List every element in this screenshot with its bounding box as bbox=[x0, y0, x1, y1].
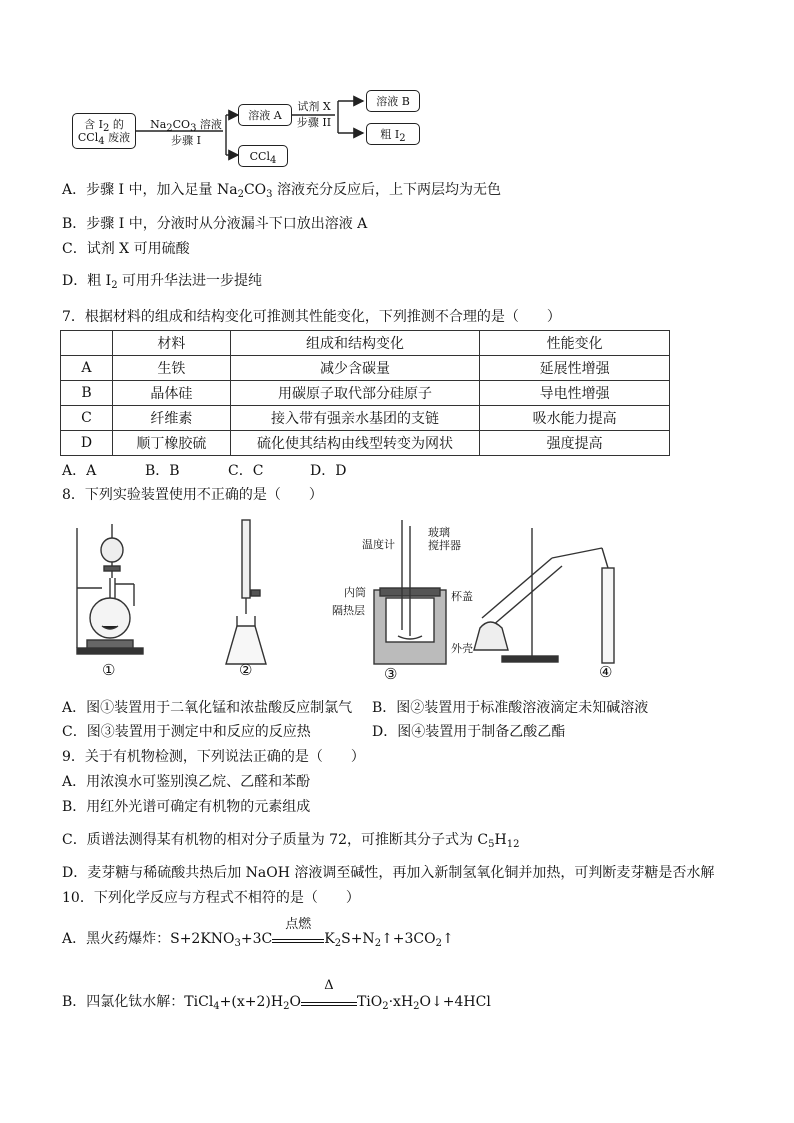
crude-i2-box: 粗 $I_2$ bbox=[366, 123, 420, 145]
figure-2-label: ② bbox=[239, 661, 253, 679]
table-cell: C bbox=[61, 406, 113, 431]
solution-a-box: 溶液 A bbox=[238, 104, 292, 126]
q8-stem: 8．下列实验装置使用不正确的是（ ） bbox=[62, 487, 323, 503]
stirrer-label: 搅拌器 bbox=[428, 539, 461, 552]
apparatus-1-drawing bbox=[77, 524, 143, 654]
ccl4-box: CCl$_4$ bbox=[238, 145, 288, 167]
table-cell: 强度提高 bbox=[480, 431, 670, 456]
table-cell: 晶体硅 bbox=[112, 381, 230, 406]
flow-start-box: 含 $I_2$ 的 CCl$_4$ 废液 bbox=[72, 113, 136, 149]
header-cell: 材料 bbox=[112, 331, 230, 356]
q7-choice-c: C．C bbox=[228, 463, 264, 479]
q6-option-a: A．步骤 I 中，加入足量 $Na_2CO_3$ 溶液充分反应后，上下两层均为无色 bbox=[62, 182, 501, 200]
header-cell bbox=[61, 331, 113, 356]
apparatus-2-drawing bbox=[226, 520, 266, 664]
apparatus-4-drawing bbox=[474, 528, 614, 663]
q6-option-d: D．粗 $I_2$ 可用升华法进一步提纯 bbox=[62, 273, 263, 291]
q7-choice-d: D．D bbox=[310, 463, 347, 479]
table-cell: 生铁 bbox=[112, 356, 230, 381]
q7-choice-b: B．B bbox=[145, 463, 180, 479]
shell-label: 外壳 bbox=[451, 642, 473, 655]
reaction-arrow bbox=[272, 917, 324, 943]
q8-apparatus-figure bbox=[62, 518, 662, 683]
insulation-label: 隔热层 bbox=[332, 604, 365, 617]
table-cell: 吸水能力提高 bbox=[480, 406, 670, 431]
step1-reagent: $Na_2CO_3$ 溶液 bbox=[150, 118, 222, 134]
condition-label: 点燃 bbox=[285, 917, 312, 932]
header-cell: 性能变化 bbox=[480, 331, 670, 356]
q7-choice-a: A．A bbox=[62, 463, 97, 479]
q8-option-c: C．图③装置用于测定中和反应的反应热 bbox=[62, 724, 311, 740]
table-cell: 接入带有强亲水基团的支链 bbox=[230, 406, 480, 431]
table-cell: 延展性增强 bbox=[480, 356, 670, 381]
q8-option-b: B．图②装置用于标准酸溶液滴定未知碱溶液 bbox=[372, 700, 649, 716]
q9-option-d: D．麦芽糖与稀硫酸共热后加 NaOH 溶液调至碱性，再加入新制氢氧化铜并加热，可判断麦芽糖是否水解 bbox=[62, 865, 715, 881]
figure-1-label: ① bbox=[102, 661, 116, 679]
header-cell: 组成和结构变化 bbox=[230, 331, 480, 356]
table-cell: 导电性增强 bbox=[480, 381, 670, 406]
q7-stem: 7．根据材料的组成和结构变化可推测其性能变化，下列推测不合理的是（ ） bbox=[62, 309, 561, 325]
q9-stem: 9．关于有机物检测，下列说法正确的是（ ） bbox=[62, 749, 365, 765]
lid-label: 杯盖 bbox=[451, 590, 473, 603]
q7-table bbox=[60, 330, 670, 456]
step2-label: 步骤 II bbox=[296, 116, 332, 129]
step1-label: 步骤 I bbox=[171, 134, 201, 147]
table-row bbox=[61, 406, 670, 431]
table-cell: B bbox=[61, 381, 113, 406]
thermometer-label: 温度计 bbox=[362, 538, 395, 551]
q6-option-c: C．试剂 X 可用硫酸 bbox=[62, 241, 190, 257]
q9-option-a: A．用浓溴水可鉴别溴乙烷、乙醛和苯酚 bbox=[62, 774, 311, 790]
q8-option-a: A．图①装置用于二氧化锰和浓盐酸反应制氯气 bbox=[62, 700, 353, 716]
table-cell: 用碳原子取代部分硅原子 bbox=[230, 381, 480, 406]
q10-option-a: A．黑火药爆炸：$S+2KNO_3+3C$ 点燃 $K_2S+N_2↑+3CO_2↑$ bbox=[62, 917, 454, 949]
inner-cylinder-label: 内筒 bbox=[344, 586, 366, 599]
condition-label: Δ bbox=[324, 978, 334, 993]
table-row bbox=[61, 356, 670, 381]
table-cell: 硫化使其结构由线型转变为网状 bbox=[230, 431, 480, 456]
q6-option-b: B．步骤 I 中，分液时从分液漏斗下口放出溶液 A bbox=[62, 216, 368, 232]
q9-option-b: B．用红外光谱可确定有机物的元素组成 bbox=[62, 799, 311, 815]
table-row bbox=[61, 431, 670, 456]
figure-4-label: ④ bbox=[599, 663, 613, 681]
figure-3-label: ③ bbox=[384, 665, 398, 683]
table-cell: 减少含碳量 bbox=[230, 356, 480, 381]
table-cell: A bbox=[61, 356, 113, 381]
solution-b-box: 溶液 B bbox=[366, 90, 420, 112]
table-cell: 纤维素 bbox=[112, 406, 230, 431]
reaction-arrow bbox=[301, 978, 357, 1006]
table-cell: D bbox=[61, 431, 113, 456]
reagent-x-label: 试剂 X bbox=[297, 100, 331, 113]
q9-option-c: C．质谱法测得某有机物的相对分子质量为 72，可推断其分子式为 $C_5H_{12}$ bbox=[62, 832, 520, 850]
table-cell: 顺丁橡胶硫 bbox=[112, 431, 230, 456]
q10-stem: 10．下列化学反应与方程式不相符的是（ ） bbox=[62, 890, 360, 906]
glass-label: 玻璃 bbox=[428, 526, 450, 539]
q10-option-b: B．四氯化钛水解：$TiCl_4+(x+2)H_2O$ Δ $TiO_2\cdot xH_2O↓+4HCl$ bbox=[62, 978, 491, 1012]
table-header-row bbox=[61, 331, 670, 356]
table-row bbox=[61, 381, 670, 406]
q8-option-d: D．图④装置用于制备乙酸乙酯 bbox=[372, 724, 566, 740]
